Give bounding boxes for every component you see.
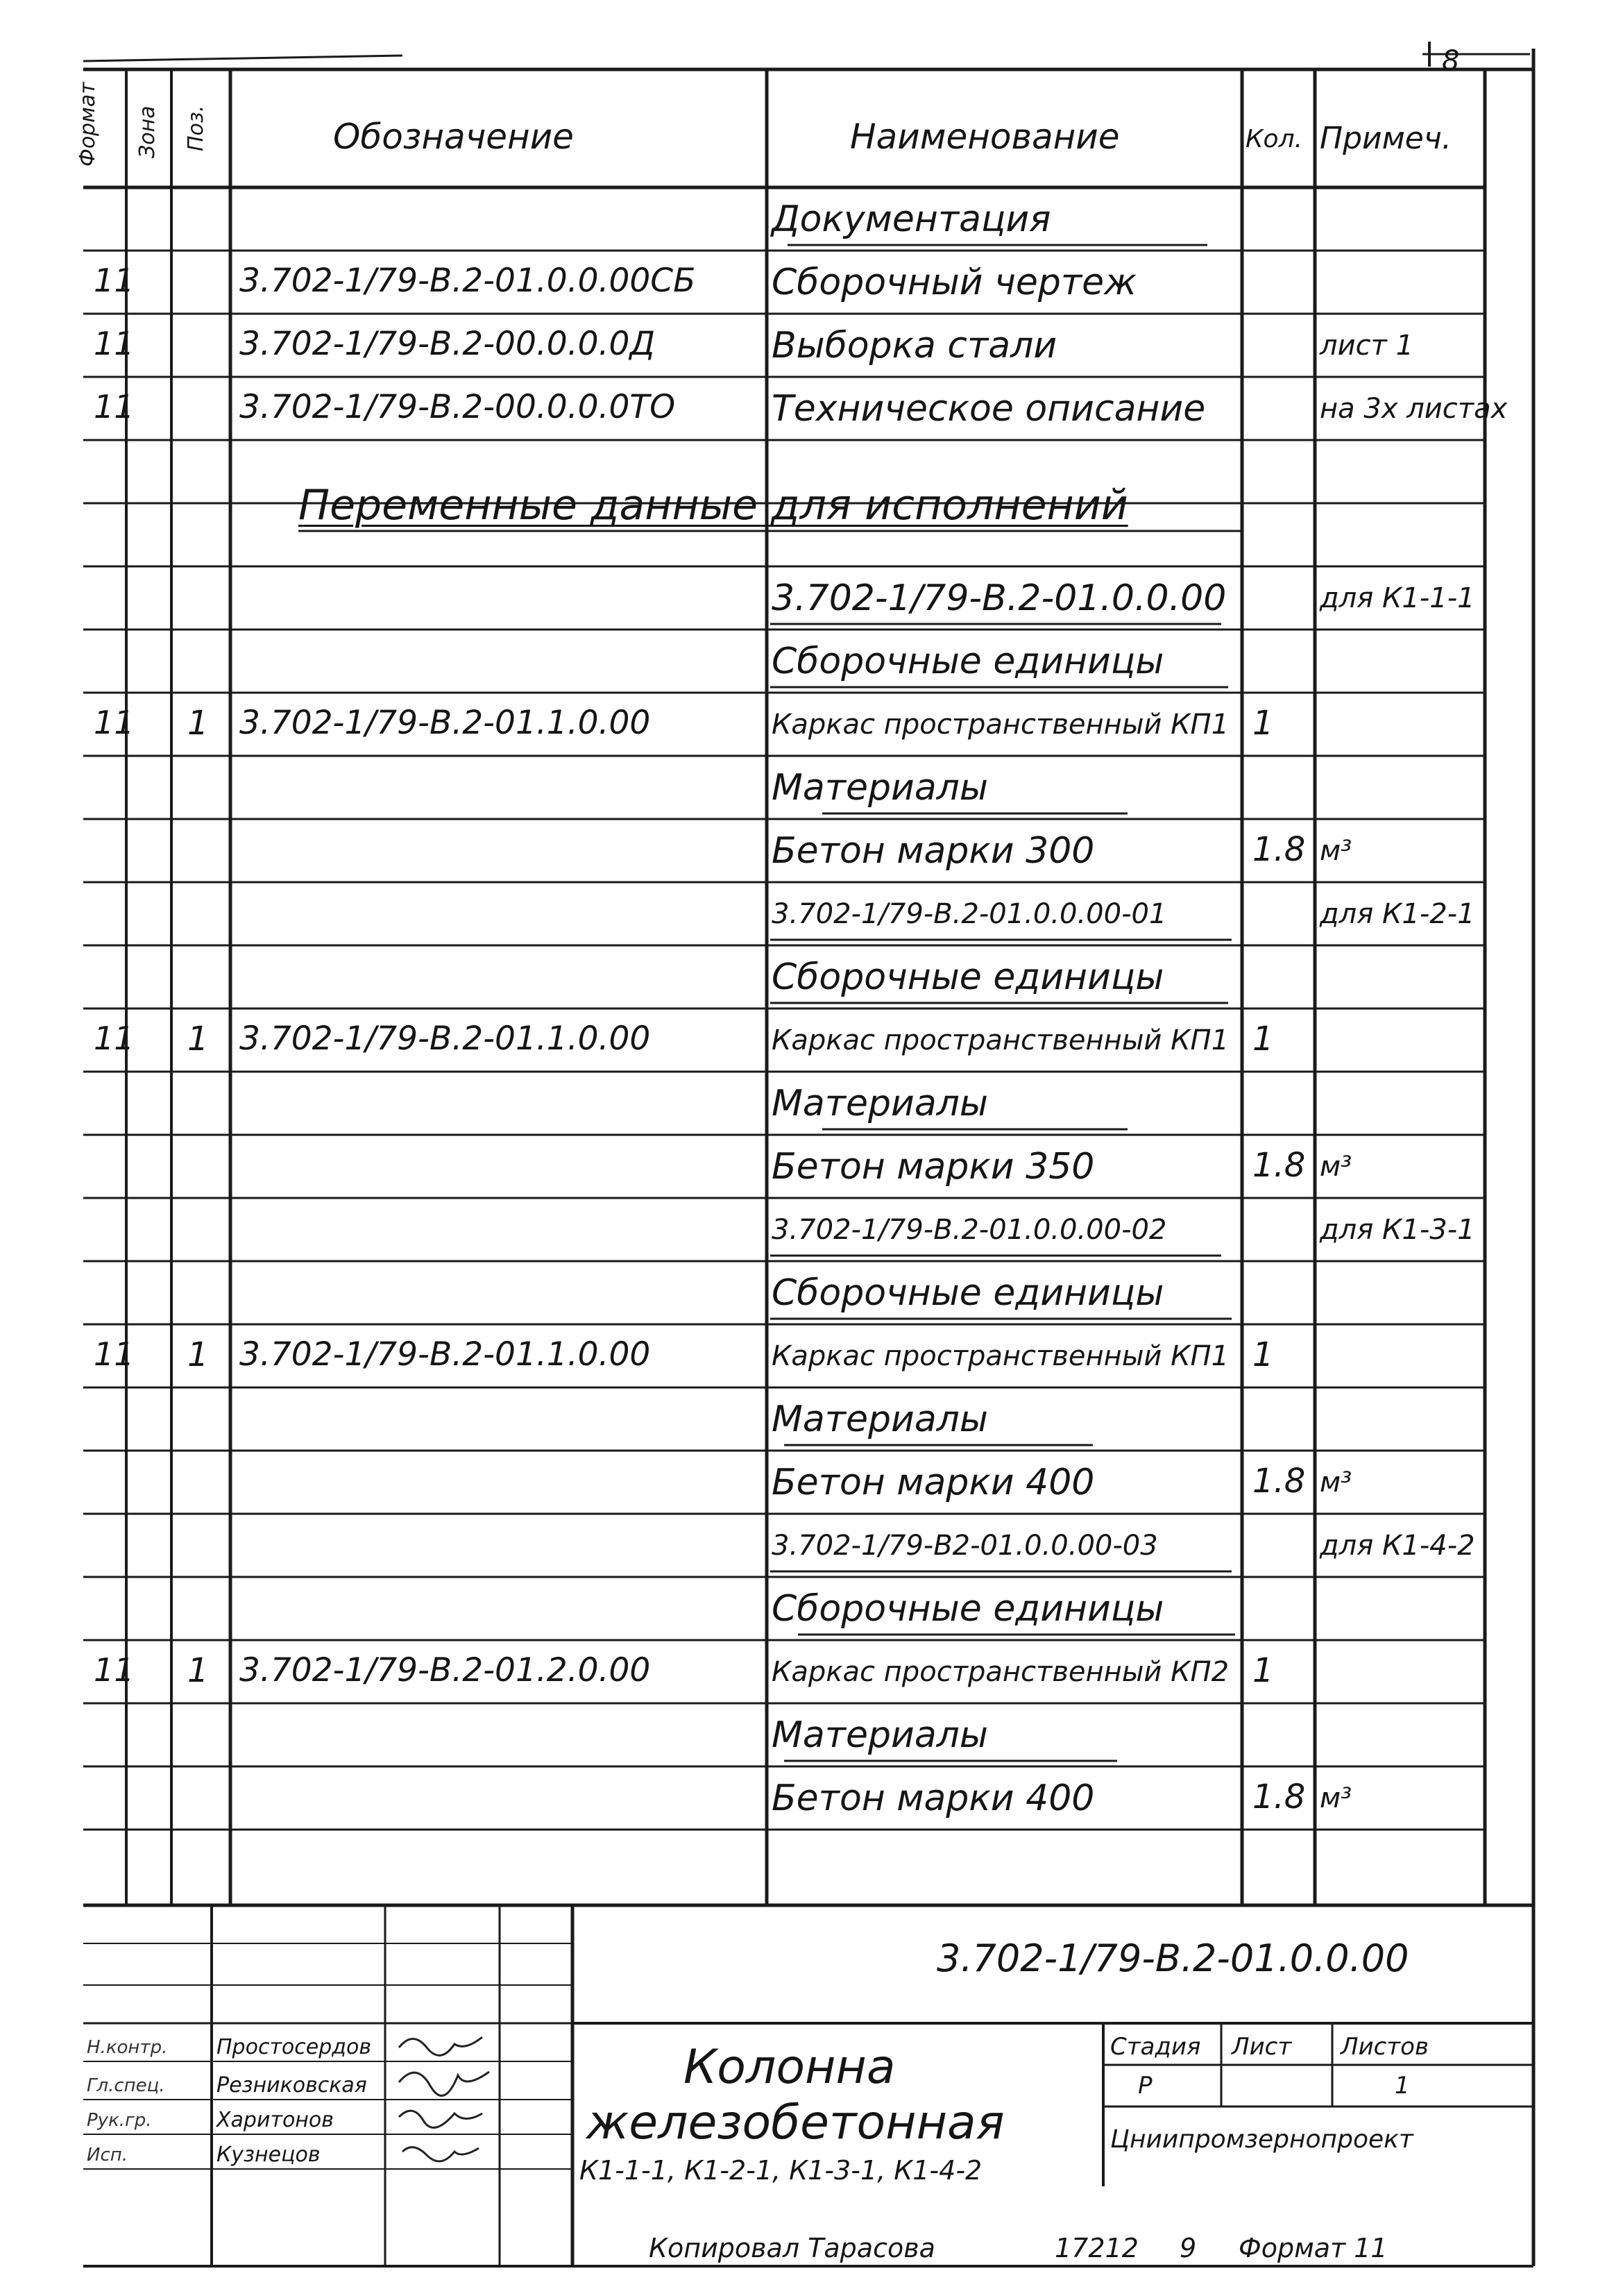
section-heading: Переменные данные для исполнений — [298, 481, 1128, 530]
header-note: Примеч. — [1320, 121, 1452, 156]
qty-cell: 1 — [1252, 1651, 1274, 1690]
qty-cell: 1.8 — [1252, 1145, 1306, 1185]
header-name: Наименование — [850, 117, 1120, 157]
name-cell: Документация — [772, 198, 1051, 240]
note-cell: для К1-1-1 — [1320, 582, 1475, 614]
pos-cell: 1 — [187, 1651, 209, 1690]
format-cell: 11 — [94, 1335, 135, 1373]
name-cell: Техническое описание — [772, 387, 1206, 430]
sign-name-1: Простосердов — [216, 2035, 372, 2059]
designation-cell: 3.702-1/79-В.2-01.1.0.00 — [239, 1019, 651, 1058]
variants: К1-1-1, К1-2-1, К1-3-1, К1-4-2 — [579, 2155, 983, 2186]
name-cell: Материалы — [772, 1082, 988, 1124]
signature-mark — [399, 2072, 489, 2095]
name-cell: Каркас пространственный КП1 — [772, 1340, 1230, 1372]
qty-cell: 1 — [1252, 1019, 1274, 1058]
note-cell: для К1-4-2 — [1320, 1529, 1475, 1562]
note-cell: м³ — [1320, 1466, 1352, 1499]
qty-cell: 1 — [1252, 1335, 1274, 1374]
signature-mark — [402, 2147, 479, 2161]
qty-cell: 1.8 — [1252, 1461, 1306, 1501]
format-cell: 11 — [94, 387, 135, 425]
title-line2: железобетонная — [586, 2095, 1005, 2150]
footer-copied: Копировал Тарасова — [649, 2233, 935, 2263]
sign-name-2: Резниковская — [216, 2073, 367, 2097]
footer-format: Формат 11 — [1239, 2233, 1388, 2263]
sheets-label: Листов — [1341, 2033, 1429, 2061]
name-cell: Материалы — [772, 766, 988, 809]
header-pos: Поз. — [184, 105, 208, 151]
name-cell: Бетон марки 400 — [772, 1777, 1095, 1819]
name-cell: Сборочные единицы — [772, 1587, 1164, 1630]
note-cell: м³ — [1320, 1150, 1352, 1183]
designation-cell: 3.702-1/79-В.2-01.1.0.00 — [239, 1335, 651, 1374]
name-cell: Материалы — [772, 1714, 988, 1756]
header-format: Формат — [76, 82, 100, 167]
sign-role-4: Исп. — [87, 2145, 128, 2166]
format-cell: 11 — [94, 261, 135, 299]
name-cell: Бетон марки 400 — [772, 1461, 1095, 1503]
name-cell: 3.702-1/79-В2-01.0.0.00-03 — [772, 1529, 1158, 1562]
designation-cell: 3.702-1/79-В.2-00.0.0.0ТО — [239, 387, 676, 426]
sign-role-3: Рук.гр. — [87, 2110, 152, 2131]
organization: Цниипромзернопроект — [1110, 2125, 1413, 2154]
format-cell: 11 — [94, 1019, 135, 1057]
sign-role-1: Н.контр. — [87, 2037, 168, 2058]
doc-code: 3.702-1/79-В.2-01.0.0.00 — [937, 1936, 1409, 1980]
note-cell: м³ — [1320, 1782, 1352, 1814]
note-cell: м³ — [1320, 834, 1352, 867]
footer-sheet-no: 9 — [1180, 2233, 1197, 2263]
stage-label: Стадия — [1110, 2033, 1201, 2061]
signature-mark — [399, 2111, 482, 2127]
sheet-label: Лист — [1232, 2033, 1292, 2061]
name-cell: Сборочные единицы — [772, 640, 1164, 682]
name-cell: Каркас пространственный КП1 — [772, 708, 1230, 741]
pos-cell: 1 — [187, 1335, 209, 1374]
name-cell: Сборочные единицы — [772, 1272, 1164, 1314]
name-cell: Материалы — [772, 1398, 988, 1440]
note-cell: для К1-2-1 — [1320, 897, 1475, 930]
name-cell: Сборочный чертеж — [772, 261, 1137, 303]
header-qty: Кол. — [1246, 125, 1303, 153]
designation-cell: 3.702-1/79-В.2-00.0.0.0Д — [239, 324, 656, 363]
pos-cell: 1 — [187, 703, 209, 743]
note-cell: лист 1 — [1320, 329, 1414, 362]
designation-cell: 3.702-1/79-В.2-01.0.0.00СБ — [239, 261, 696, 300]
name-cell: 3.702-1/79-В.2-01.0.0.00 — [772, 577, 1227, 619]
sign-name-4: Кузнецов — [216, 2143, 321, 2167]
name-cell: Бетон марки 300 — [772, 829, 1095, 872]
format-cell: 11 — [94, 703, 135, 741]
name-cell: Сборочные единицы — [772, 956, 1164, 998]
header-zone: Зона — [135, 105, 160, 158]
designation-cell: 3.702-1/79-В.2-01.2.0.00 — [239, 1651, 651, 1689]
footer-order: 17212 — [1055, 2233, 1139, 2263]
title-line1: Колонна — [683, 2040, 896, 2095]
qty-cell: 1.8 — [1252, 1777, 1306, 1816]
signature-mark — [399, 2037, 482, 2055]
format-cell: 11 — [94, 324, 135, 362]
sheets-value: 1 — [1395, 2072, 1410, 2100]
stage-value: Р — [1138, 2072, 1153, 2100]
header-designation: Обозначение — [333, 117, 574, 157]
sign-role-2: Гл.спец. — [87, 2075, 165, 2096]
designation-cell: 3.702-1/79-В.2-01.1.0.00 — [239, 703, 651, 742]
name-cell: Бетон марки 350 — [772, 1145, 1095, 1188]
format-cell: 11 — [94, 1651, 135, 1689]
name-cell: 3.702-1/79-В.2-01.0.0.00-02 — [772, 1213, 1167, 1246]
qty-cell: 1 — [1252, 703, 1274, 743]
note-cell: на 3х листах — [1320, 392, 1508, 425]
pos-cell: 1 — [187, 1019, 209, 1058]
note-cell: для К1-3-1 — [1320, 1213, 1475, 1246]
page-number: 8 — [1442, 45, 1460, 77]
qty-cell: 1.8 — [1252, 829, 1306, 869]
sign-name-3: Харитонов — [216, 2108, 334, 2132]
name-cell: Каркас пространственный КП1 — [772, 1024, 1230, 1056]
name-cell: Каркас пространственный КП2 — [772, 1655, 1230, 1688]
name-cell: Выборка стали — [772, 324, 1057, 366]
name-cell: 3.702-1/79-В.2-01.0.0.00-01 — [772, 897, 1167, 930]
